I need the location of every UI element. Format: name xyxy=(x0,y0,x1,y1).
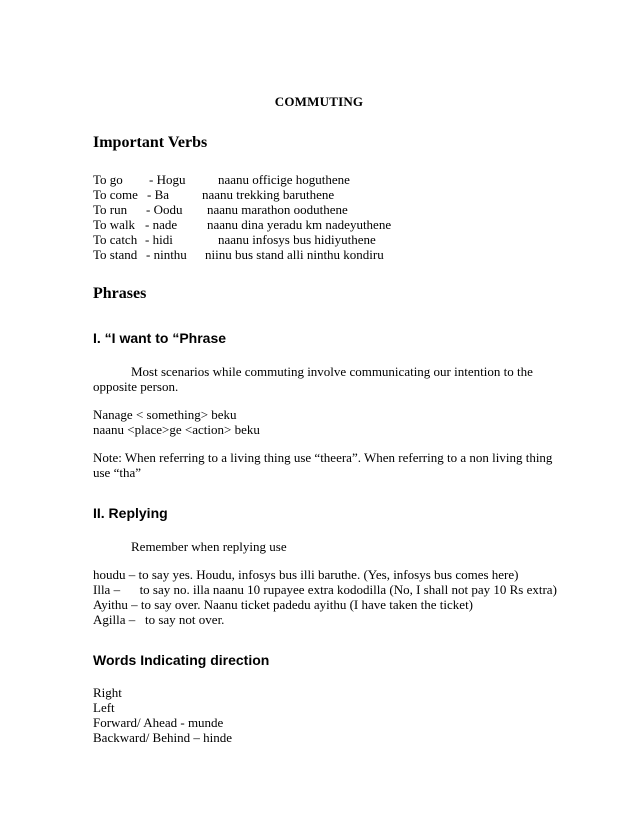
verb-english: To come xyxy=(93,187,138,202)
verb-english: To stand xyxy=(93,247,138,262)
replying-intro-line: Remember when replying use xyxy=(131,539,287,554)
replying-list xyxy=(93,567,557,627)
verb-english: To catch xyxy=(93,232,138,247)
verb-example: naanu trekking baruthene xyxy=(202,187,335,202)
page-title: COMMUTING xyxy=(274,94,364,109)
replying-intro xyxy=(93,539,553,554)
reply-line: Illa – to say no. illa naanu 10 rupayee extra kododilla (No, I shall not pay 10 Rs extra) xyxy=(93,582,557,597)
pattern-line: naanu <place>ge <action> beku xyxy=(93,422,260,437)
verb-row xyxy=(93,202,513,217)
verb-example: niinu bus stand alli ninthu kondiru xyxy=(205,247,384,262)
note-line: use “tha” xyxy=(93,465,142,480)
reply-line: houdu – to say yes. Houdu, infosys bus illi baruthe. (Yes, infosys bus comes here) xyxy=(93,567,519,582)
verb-kannada: - nade xyxy=(145,217,178,232)
verb-example: naanu officige hoguthene xyxy=(218,172,350,187)
direction-word: Right xyxy=(93,685,122,700)
verb-row xyxy=(93,172,513,187)
verb-example: naanu dina yeradu km nadeyuthene xyxy=(207,217,392,232)
verb-example: naanu infosys bus hidiyuthene xyxy=(218,232,376,247)
important-verbs-heading: Important Verbs xyxy=(93,134,208,151)
pattern-line: Nanage < something> beku xyxy=(93,407,237,422)
direction-word: Backward/ Behind – hinde xyxy=(93,730,232,745)
verb-row xyxy=(93,217,513,232)
note-line: Note: When referring to a living thing use “theera”. When referring to a non living thing xyxy=(93,450,553,465)
phrases-heading: Phrases xyxy=(93,285,147,302)
verbs-table xyxy=(93,172,513,262)
reply-line: Agilla – to say not over. xyxy=(93,612,225,627)
verb-row xyxy=(93,232,513,247)
verb-kannada: - Hogu xyxy=(149,172,186,187)
verb-english: To run xyxy=(93,202,128,217)
direction-word: Forward/ Ahead - munde xyxy=(93,715,224,730)
direction-word: Left xyxy=(93,700,115,715)
verb-english: To go xyxy=(93,172,123,187)
direction-list xyxy=(93,685,553,745)
verb-example: naanu marathon ooduthene xyxy=(207,202,348,217)
direction-heading: Words Indicating direction xyxy=(93,652,270,668)
reply-line: Ayithu – to say over. Naanu ticket padedu ayithu (I have taken the ticket) xyxy=(93,597,474,612)
want-phrase-intro xyxy=(93,364,553,394)
verb-row xyxy=(93,187,513,202)
want-phrase-heading: I. “I want to “Phrase xyxy=(93,330,227,346)
want-phrase-note xyxy=(93,450,553,480)
replying-heading: II. Replying xyxy=(93,505,168,521)
verb-kannada: - ninthu xyxy=(146,247,187,262)
intro-line: Most scenarios while commuting involve communicating our intention to the xyxy=(131,364,533,379)
intro-line: opposite person. xyxy=(93,379,179,394)
verb-kannada: - Oodu xyxy=(146,202,183,217)
verb-kannada: - hidi xyxy=(145,232,173,247)
verb-english: To walk xyxy=(93,217,136,232)
verb-row xyxy=(93,247,513,262)
want-phrase-patterns xyxy=(93,407,553,437)
verb-kannada: - Ba xyxy=(147,187,170,202)
